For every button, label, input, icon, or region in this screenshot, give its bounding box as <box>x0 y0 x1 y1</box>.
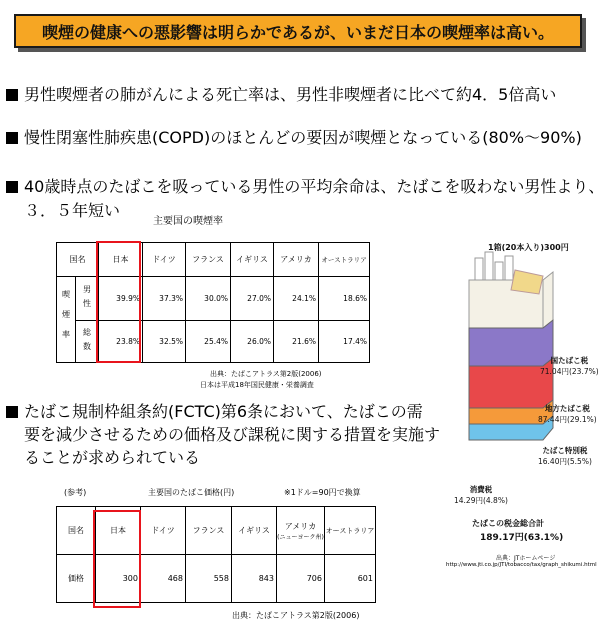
japan-highlight-box <box>96 241 141 363</box>
table-cell: 706 <box>277 555 325 603</box>
bullet-square-icon <box>6 181 18 193</box>
header-cell: イギリス <box>231 243 274 277</box>
bullet-fctc-cont2: ることが求められている <box>24 448 201 467</box>
row-label: 総数 <box>76 321 99 363</box>
bullet-life-expectancy: 40歳時点のたばこを吸っている男性の平均余命は、たばこを吸わない男性より、 <box>6 176 604 198</box>
table-cell: 39.9% <box>99 277 143 321</box>
table-cell: 27.0% <box>231 277 274 321</box>
table-cell: 21.6% <box>274 321 319 363</box>
bullet-fctc-cont1: 要を減少させるための価格及び課税に関する措置を実施す <box>24 425 441 444</box>
bullet-square-icon <box>6 406 18 418</box>
pack-source: 出典：JTホームページ <box>496 555 556 562</box>
table2-caption: 主要国のたばこ価格(円) <box>148 488 235 497</box>
table-cell: 468 <box>141 555 186 603</box>
cigarettes-icon <box>475 252 513 284</box>
table-cell: 300 <box>96 555 141 603</box>
japan-highlight-box <box>93 510 141 608</box>
table-cell: 32.5% <box>143 321 186 363</box>
bullet-fctc: たばこ規制枠組条約(FCTC)第6条において、たばこの需 <box>6 401 423 423</box>
total-tax-label: たばこの税金総合計 <box>472 519 544 528</box>
label-special-tax: たばこ特別税 16.40円(5.5%) <box>538 446 592 466</box>
row-label: 価格 <box>57 555 96 603</box>
header-cell: フランス <box>186 243 231 277</box>
table-cell: 23.8% <box>99 321 143 363</box>
table-cell: 601 <box>325 555 376 603</box>
row-label: 男性 <box>76 277 99 321</box>
header-cell: 国名 <box>57 243 99 277</box>
header-cell: オーストラリア <box>325 507 376 555</box>
header-cell: 日本 <box>96 507 141 555</box>
header-cell: アメリカ (ニューヨーク州) <box>277 507 325 555</box>
header-cell: ドイツ <box>141 507 186 555</box>
table1-caption: 主要国の喫煙率 <box>153 216 223 227</box>
table-cell: 30.0% <box>186 277 231 321</box>
bullet-lung-cancer: 男性喫煙者の肺がんによる死亡率は、男性非喫煙者に比べて約4．5倍高い <box>6 84 556 106</box>
total-tax-value: 189.17円(63.1%) <box>480 533 564 543</box>
header-cell: ドイツ <box>143 243 186 277</box>
header-cell: 日本 <box>99 243 143 277</box>
table2-source: 出典：たばこアトラス第2版(2006) <box>232 611 360 620</box>
header-cell: 国名 <box>57 507 96 555</box>
bullet-square-icon <box>6 89 18 101</box>
pack-top-label: 1箱(20本入り)300円 <box>488 243 569 252</box>
bullet-square-icon <box>6 132 18 144</box>
page-title: 喫煙の健康への悪影響は明らかであるが、いまだ日本の喫煙率は高い。 <box>14 14 582 48</box>
table-cell: 26.0% <box>231 321 274 363</box>
bullet-life-expectancy-cont: ３．５年短い <box>24 201 121 220</box>
table-cell: 25.4% <box>186 321 231 363</box>
label-consumption-tax: 消費税 14.29円(4.8%) <box>454 485 508 505</box>
table1-note: 日本は平成18年国民健康・栄養調査 <box>200 381 314 389</box>
table-cell: 558 <box>186 555 232 603</box>
header-cell: オーストラリア <box>319 243 370 277</box>
table2-note-right: ※1ドル=90円で換算 <box>284 488 361 497</box>
table-cell: 24.1% <box>274 277 319 321</box>
header-cell: フランス <box>186 507 232 555</box>
table-cell: 843 <box>232 555 277 603</box>
label-local-tax: 地方たばこ税 87.44円(29.1%) <box>538 404 597 424</box>
label-national-tax: 国たばこ税 71.04円(23.7%) <box>540 356 599 376</box>
row-group-label: 喫煙率 <box>57 277 76 363</box>
table-cell: 18.6% <box>319 277 370 321</box>
table1-source: 出典：たばこアトラス第2版(2006) <box>210 370 322 378</box>
table-cell: 37.3% <box>143 277 186 321</box>
table-cell: 17.4% <box>319 321 370 363</box>
header-cell: イギリス <box>232 507 277 555</box>
pack-seal-icon <box>511 270 543 294</box>
header-cell: アメリカ <box>274 243 319 277</box>
bullet-copd: 慢性閉塞性肺疾患(COPD)のほとんどの要因が喫煙となっている(80%～90%) <box>6 127 582 149</box>
pack-source-url: http://www.jti.co.jp/JTI/tobacco/tax/graph_shikumi.html <box>446 562 597 568</box>
table2-note-left: (参考) <box>64 488 87 497</box>
